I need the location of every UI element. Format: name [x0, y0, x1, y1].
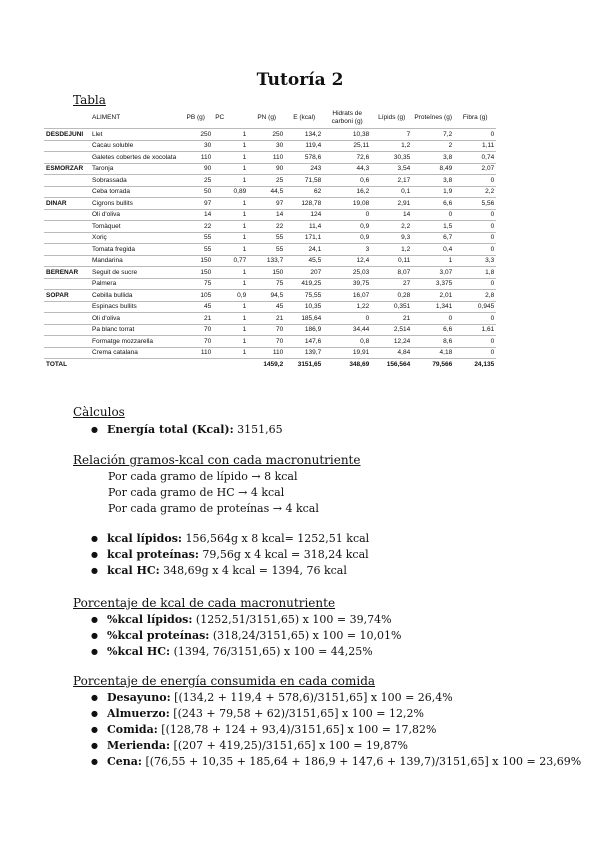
- value-cell: 0,8: [323, 336, 371, 348]
- value-cell: 12,4: [323, 255, 371, 267]
- value-cell: 0,9: [323, 232, 371, 244]
- value-cell: 1,22: [323, 301, 371, 313]
- food-cell: Seguit de sucre: [90, 267, 178, 279]
- food-cell: Oli d'oliva: [90, 313, 178, 325]
- value-cell: 110: [178, 152, 213, 164]
- table-row: [44, 313, 496, 325]
- meal-group-cell: [44, 152, 90, 164]
- value-cell: 1: [213, 129, 248, 141]
- relacio-list: [91, 531, 369, 579]
- value-cell: 419,25: [285, 278, 323, 290]
- meal-group-cell: [44, 221, 90, 233]
- value-cell: 97: [248, 198, 285, 210]
- meal-group-cell: ESMORZAR: [44, 163, 90, 175]
- value-cell: 1: [213, 336, 248, 348]
- table-row: [44, 140, 496, 152]
- col-header: Fibra (g): [454, 108, 496, 129]
- value-cell: 8,49: [412, 163, 454, 175]
- value-cell: 1,61: [454, 324, 496, 336]
- table-row: [44, 186, 496, 198]
- value-cell: 25,11: [323, 140, 371, 152]
- food-cell: Crema catalana: [90, 347, 178, 359]
- value-cell: 150: [178, 267, 213, 279]
- meal-group-cell: [44, 244, 90, 256]
- food-cell: Palmera: [90, 278, 178, 290]
- value-cell: 1: [213, 278, 248, 290]
- value-cell: 21: [178, 313, 213, 325]
- food-cell: Tomata fregida: [90, 244, 178, 256]
- table-row: [44, 267, 496, 279]
- value-cell: 119,4: [285, 140, 323, 152]
- meal-group-cell: [44, 301, 90, 313]
- value-cell: 1,5: [412, 221, 454, 233]
- value-cell: 72,6: [323, 152, 371, 164]
- value-cell: 16,07: [323, 290, 371, 302]
- comida-list: [91, 690, 581, 770]
- value-cell: 1,341: [412, 301, 454, 313]
- value-cell: 150: [248, 267, 285, 279]
- meal-group-cell: [44, 347, 90, 359]
- value-cell: 1,9: [412, 186, 454, 198]
- value-cell: 124: [285, 209, 323, 221]
- list-item: ● %kcal lípidos: (1252,51/3151,65) x 100 = 39,74%: [91, 612, 401, 628]
- meal-group-cell: [44, 232, 90, 244]
- table-row: [44, 152, 496, 164]
- table-heading: Tabla: [73, 93, 106, 107]
- value-cell: 134,2: [285, 129, 323, 141]
- value-cell: 3: [323, 244, 371, 256]
- value-cell: 9,3: [371, 232, 412, 244]
- value-cell: 25: [248, 175, 285, 187]
- value-cell: 71,58: [285, 175, 323, 187]
- value-cell: 186,9: [285, 324, 323, 336]
- macro-list: [91, 612, 401, 660]
- comida-heading: Porcentaje de energía consumida en cada comida: [73, 674, 376, 688]
- value-cell: 1,11: [454, 140, 496, 152]
- table-row: [44, 244, 496, 256]
- table-row: [44, 347, 496, 359]
- food-cell: Ceba torrada: [90, 186, 178, 198]
- value-cell: 1: [213, 209, 248, 221]
- list-item: ● kcal lípidos: 156,564g x 8 kcal= 1252,51 kcal: [91, 531, 369, 547]
- value-cell: 12,24: [371, 336, 412, 348]
- value-cell: 19,08: [323, 198, 371, 210]
- table-row: [44, 175, 496, 187]
- meal-group-cell: [44, 255, 90, 267]
- value-cell: 0,89: [213, 186, 248, 198]
- value-cell: 24,1: [285, 244, 323, 256]
- table-row: [44, 278, 496, 290]
- table-row: [44, 255, 496, 267]
- macro-heading: Porcentaje de kcal de cada macronutriente: [73, 596, 336, 610]
- value-cell: 1,2: [371, 244, 412, 256]
- value-cell: 0,9: [323, 221, 371, 233]
- value-cell: 8,07: [371, 267, 412, 279]
- value-cell: 44,3: [323, 163, 371, 175]
- table-row: [44, 324, 496, 336]
- list-item: ● kcal proteínas: 79,56g x 4 kcal = 318,24 kcal: [91, 547, 369, 563]
- value-cell: 6,6: [412, 324, 454, 336]
- food-cell: Galetes cobertes de xocolata: [90, 152, 178, 164]
- total-label: TOTAL: [46, 360, 68, 368]
- relacio-heading: Relación gramos-kcal con cada macronutriente: [73, 453, 361, 467]
- table-row: [44, 221, 496, 233]
- value-cell: 1: [213, 267, 248, 279]
- col-header: PB (g): [178, 108, 213, 129]
- list-item: ● Merienda: [(207 + 419,25)/3151,65] x 100 = 19,87%: [91, 738, 581, 754]
- value-cell: 2,2: [454, 186, 496, 198]
- col-header: PC: [213, 108, 248, 129]
- value-cell: 1: [213, 140, 248, 152]
- value-cell: 0,6: [323, 175, 371, 187]
- value-cell: 110: [178, 347, 213, 359]
- total-row: [44, 359, 496, 370]
- col-header: [44, 108, 90, 129]
- value-cell: 90: [178, 163, 213, 175]
- meal-group-cell: [44, 175, 90, 187]
- value-cell: 39,75: [323, 278, 371, 290]
- value-cell: 14: [248, 209, 285, 221]
- value-cell: 1: [213, 301, 248, 313]
- value-cell: 7,2: [412, 129, 454, 141]
- value-cell: 3,07: [412, 267, 454, 279]
- value-cell: 2,91: [371, 198, 412, 210]
- food-cell: Xoriç: [90, 232, 178, 244]
- value-cell: 3,375: [412, 278, 454, 290]
- value-cell: 55: [178, 232, 213, 244]
- table-row: [44, 336, 496, 348]
- value-cell: 1: [213, 232, 248, 244]
- value-cell: 0: [454, 347, 496, 359]
- value-cell: 0: [454, 221, 496, 233]
- value-cell: 147,6: [285, 336, 323, 348]
- value-cell: 25,03: [323, 267, 371, 279]
- value-cell: 0: [454, 232, 496, 244]
- value-cell: 1: [213, 175, 248, 187]
- list-item: ● Cena: [(76,55 + 10,35 + 185,64 + 186,9 + 147,6 + 139,7)/3151,65] x 100 = 23,69%: [91, 754, 581, 770]
- total-cell: 3151,65: [297, 360, 322, 368]
- food-cell: Cigrons bullits: [90, 198, 178, 210]
- value-cell: 250: [248, 129, 285, 141]
- value-cell: 14: [178, 209, 213, 221]
- value-cell: 45: [248, 301, 285, 313]
- value-cell: 11,4: [285, 221, 323, 233]
- value-cell: 0: [323, 209, 371, 221]
- value-cell: 1: [213, 221, 248, 233]
- value-cell: 0: [323, 313, 371, 325]
- food-cell: Oli d'oliva: [90, 209, 178, 221]
- table-header-row: [44, 108, 496, 129]
- value-cell: 50: [178, 186, 213, 198]
- relacio-line: Por cada gramo de lípido → 8 kcal: [108, 470, 298, 483]
- list-item: ● Almuerzo: [(243 + 79,58 + 62)/3151,65] x 100 = 12,2%: [91, 706, 581, 722]
- value-cell: 6,7: [412, 232, 454, 244]
- meal-group-cell: [44, 209, 90, 221]
- value-cell: 2,07: [454, 163, 496, 175]
- value-cell: 70: [248, 336, 285, 348]
- value-cell: 4,84: [371, 347, 412, 359]
- value-cell: 1: [213, 313, 248, 325]
- food-cell: Taronja: [90, 163, 178, 175]
- food-cell: Tomàquet: [90, 221, 178, 233]
- value-cell: 55: [178, 244, 213, 256]
- value-cell: 75: [178, 278, 213, 290]
- meal-group-cell: SOPAR: [44, 290, 90, 302]
- value-cell: 150: [178, 255, 213, 267]
- food-cell: Llet: [90, 129, 178, 141]
- value-cell: 45: [178, 301, 213, 313]
- value-cell: 55: [248, 232, 285, 244]
- value-cell: 97: [178, 198, 213, 210]
- value-cell: 1: [213, 347, 248, 359]
- meal-group-cell: [44, 186, 90, 198]
- calculs-heading: Càlculos: [73, 405, 125, 419]
- value-cell: 21: [248, 313, 285, 325]
- value-cell: 25: [178, 175, 213, 187]
- value-cell: 2,01: [412, 290, 454, 302]
- relacio-line: Por cada gramo de proteínas → 4 kcal: [108, 502, 319, 515]
- value-cell: 62: [285, 186, 323, 198]
- value-cell: 2,17: [371, 175, 412, 187]
- relacio-line: Por cada gramo de HC → 4 kcal: [108, 486, 285, 499]
- value-cell: 0: [412, 313, 454, 325]
- value-cell: 55: [248, 244, 285, 256]
- value-cell: 19,91: [323, 347, 371, 359]
- value-cell: 1: [412, 255, 454, 267]
- col-header: E (kcal): [285, 108, 323, 129]
- value-cell: 0: [454, 278, 496, 290]
- total-cell: 348,69: [349, 360, 370, 368]
- col-header: Hidrats de carboni (g): [323, 108, 371, 129]
- col-header: PN (g): [248, 108, 285, 129]
- value-cell: 105: [178, 290, 213, 302]
- col-header: ALIMENT: [90, 108, 178, 129]
- list-item: ● kcal HC: 348,69g x 4 kcal = 1394, 76 kcal: [91, 563, 369, 579]
- value-cell: 0,11: [371, 255, 412, 267]
- total-cell: 1459,2: [263, 360, 284, 368]
- value-cell: 0: [454, 209, 496, 221]
- value-cell: 22: [178, 221, 213, 233]
- value-cell: 1: [213, 163, 248, 175]
- value-cell: 171,1: [285, 232, 323, 244]
- value-cell: 128,78: [285, 198, 323, 210]
- calculs-list: [91, 422, 283, 438]
- food-cell: Cebilla bullida: [90, 290, 178, 302]
- value-cell: 90: [248, 163, 285, 175]
- value-cell: 578,6: [285, 152, 323, 164]
- value-cell: 21: [371, 313, 412, 325]
- table-row: [44, 301, 496, 313]
- value-cell: 0: [454, 244, 496, 256]
- value-cell: 44,5: [248, 186, 285, 198]
- value-cell: 0,4: [412, 244, 454, 256]
- value-cell: 185,64: [285, 313, 323, 325]
- value-cell: 2,2: [371, 221, 412, 233]
- table-row: [44, 129, 496, 141]
- value-cell: 0,9: [213, 290, 248, 302]
- value-cell: 30: [178, 140, 213, 152]
- value-cell: 70: [178, 324, 213, 336]
- value-cell: 1,8: [454, 267, 496, 279]
- col-header: Proteïnes (g): [412, 108, 454, 129]
- table-row: [44, 163, 496, 175]
- meal-group-cell: [44, 336, 90, 348]
- food-cell: Sobrassada: [90, 175, 178, 187]
- value-cell: 0: [454, 175, 496, 187]
- value-cell: 0,77: [213, 255, 248, 267]
- list-item: ● Energía total (Kcal): 3151,65: [91, 422, 283, 438]
- value-cell: 75,55: [285, 290, 323, 302]
- value-cell: 6,6: [412, 198, 454, 210]
- value-cell: 5,56: [454, 198, 496, 210]
- table-row: [44, 290, 496, 302]
- meal-group-cell: DINAR: [44, 198, 90, 210]
- value-cell: 139,7: [285, 347, 323, 359]
- total-cell: 156,564: [386, 360, 411, 368]
- value-cell: 207: [285, 267, 323, 279]
- value-cell: 10,38: [323, 129, 371, 141]
- meal-group-cell: [44, 140, 90, 152]
- value-cell: 3,54: [371, 163, 412, 175]
- food-cell: Espinacs bullits: [90, 301, 178, 313]
- value-cell: 0,945: [454, 301, 496, 313]
- list-item: ● %kcal proteínas: (318,24/3151,65) x 100 = 10,01%: [91, 628, 401, 644]
- col-header: Lípids (g): [371, 108, 412, 129]
- value-cell: 14: [371, 209, 412, 221]
- list-item: ● Comida: [(128,78 + 124 + 93,4)/3151,65] x 100 = 17,82%: [91, 722, 581, 738]
- value-cell: 10,35: [285, 301, 323, 313]
- value-cell: 0,28: [371, 290, 412, 302]
- value-cell: 3,8: [412, 175, 454, 187]
- list-item: ● %kcal HC: (1394, 76/3151,65) x 100 = 44,25%: [91, 644, 401, 660]
- nutrition-table: [44, 108, 496, 370]
- food-cell: Mandarina: [90, 255, 178, 267]
- value-cell: 0: [454, 336, 496, 348]
- total-cell: [213, 359, 248, 370]
- value-cell: 3,3: [454, 255, 496, 267]
- value-cell: 2,514: [371, 324, 412, 336]
- total-cell: [178, 359, 213, 370]
- value-cell: 1: [213, 244, 248, 256]
- food-cell: Pa blanc torrat: [90, 324, 178, 336]
- meal-group-cell: [44, 313, 90, 325]
- list-item: ● Desayuno: [(134,2 + 119,4 + 578,6)/3151,65] x 100 = 26,4%: [91, 690, 581, 706]
- food-cell: Cacau soluble: [90, 140, 178, 152]
- total-cell: 24,135: [474, 360, 495, 368]
- value-cell: 70: [248, 324, 285, 336]
- value-cell: 0,1: [371, 186, 412, 198]
- table-row: [44, 209, 496, 221]
- value-cell: 16,2: [323, 186, 371, 198]
- value-cell: 2: [412, 140, 454, 152]
- meal-group-cell: [44, 278, 90, 290]
- value-cell: 22: [248, 221, 285, 233]
- value-cell: 1: [213, 198, 248, 210]
- value-cell: 110: [248, 152, 285, 164]
- value-cell: 133,7: [248, 255, 285, 267]
- value-cell: 27: [371, 278, 412, 290]
- value-cell: 2,8: [454, 290, 496, 302]
- value-cell: 1: [213, 152, 248, 164]
- value-cell: 0: [454, 129, 496, 141]
- value-cell: 0,351: [371, 301, 412, 313]
- meal-group-cell: [44, 324, 90, 336]
- value-cell: 0: [412, 209, 454, 221]
- value-cell: 70: [178, 336, 213, 348]
- value-cell: 0,74: [454, 152, 496, 164]
- value-cell: 3,8: [412, 152, 454, 164]
- value-cell: 30: [248, 140, 285, 152]
- value-cell: 110: [248, 347, 285, 359]
- table-row: [44, 232, 496, 244]
- total-cell: 79,566: [432, 360, 453, 368]
- value-cell: 4,18: [412, 347, 454, 359]
- value-cell: 250: [178, 129, 213, 141]
- value-cell: 30,35: [371, 152, 412, 164]
- food-cell: Formatge mozzarella: [90, 336, 178, 348]
- value-cell: 45,5: [285, 255, 323, 267]
- value-cell: 75: [248, 278, 285, 290]
- value-cell: 94,5: [248, 290, 285, 302]
- value-cell: 1,2: [371, 140, 412, 152]
- value-cell: 1: [213, 324, 248, 336]
- total-cell: [90, 359, 178, 370]
- table-row: [44, 198, 496, 210]
- value-cell: 0: [454, 313, 496, 325]
- value-cell: 34,44: [323, 324, 371, 336]
- page-title: Tutoría 2: [256, 70, 344, 90]
- value-cell: 8,6: [412, 336, 454, 348]
- meal-group-cell: BERENAR: [44, 267, 90, 279]
- value-cell: 243: [285, 163, 323, 175]
- value-cell: 7: [371, 129, 412, 141]
- meal-group-cell: DESDEJUNI: [44, 129, 90, 141]
